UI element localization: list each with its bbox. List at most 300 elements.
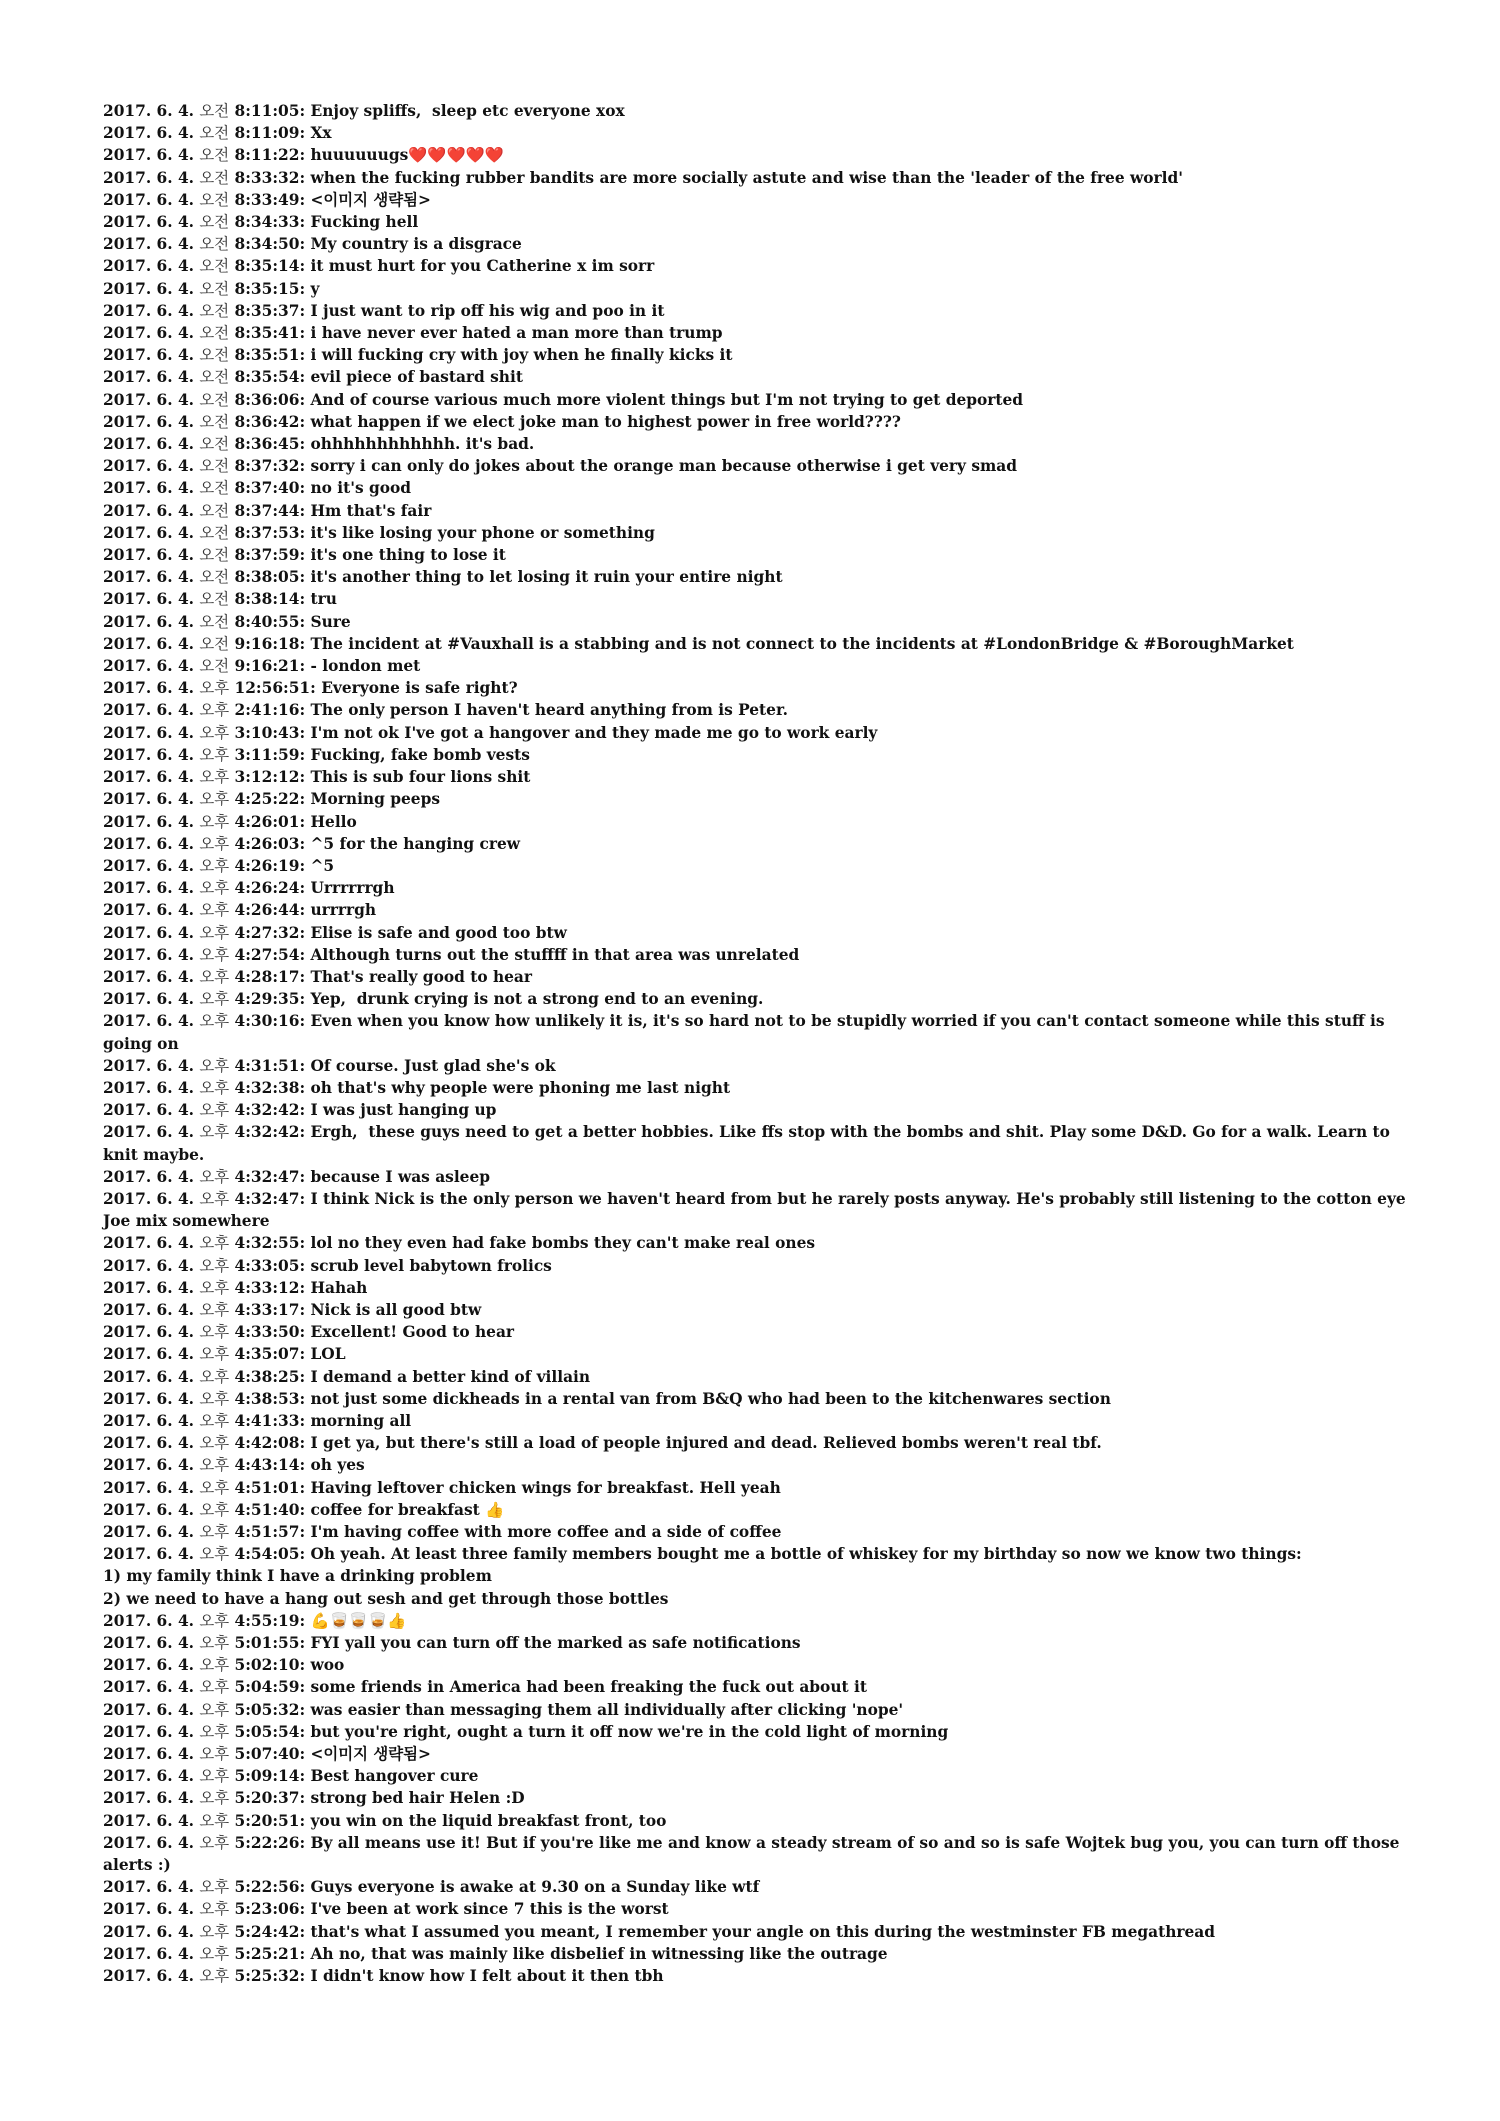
message-text: oh that's why people were phoning me last night [310, 1078, 731, 1097]
message-date: 2017. 6. 4. [103, 1101, 195, 1120]
message-time: 4:32:55 [234, 1234, 300, 1253]
message-time: 8:37:44 [234, 501, 300, 520]
message-text: Everyone is safe right? [321, 679, 518, 698]
message-time: 4:32:42 [234, 1101, 300, 1120]
chat-message: 2017. 6. 4. 오후 5:25:21: Ah no, that was mainly like disbelief in witnessing like the outrage [103, 1944, 888, 1963]
chat-message: 2017. 6. 4. 오후 5:22:26: By all means use it! But if you're like me and know a steady stream of so and so is safe Wojtek bug you, you can turn off those alerts :) [103, 1833, 1405, 1875]
message-text: Elise is safe and good too btw [310, 923, 567, 942]
message-time: 4:25:22 [234, 790, 300, 809]
message-ampm: 오전 [199, 124, 230, 143]
message-date: 2017. 6. 4. [103, 412, 195, 431]
message-time: 3:12:12 [234, 768, 300, 787]
message-ampm: 오전 [199, 457, 230, 476]
message-time: 4:43:14 [234, 1456, 300, 1475]
message-time: 8:38:05 [234, 568, 300, 587]
message-date: 2017. 6. 4. [103, 879, 195, 898]
message-date: 2017. 6. 4. [103, 790, 195, 809]
message-ampm: 오후 [199, 1367, 230, 1386]
chat-message: 2017. 6. 4. 오후 4:43:14: oh yes [103, 1456, 365, 1475]
message-date: 2017. 6. 4. [103, 568, 195, 587]
chat-message: 2017. 6. 4. 오후 4:29:35: Yep, drunk crying is not a strong end to an evening. [103, 990, 764, 1009]
message-text: because I was asleep [310, 1167, 491, 1186]
message-text: I think Nick is the only person we haven't heard from but he rarely posts anyway. He's probably still listening to the cotton eye Joe mix somewhere [103, 1189, 1412, 1231]
message-date: 2017. 6. 4. [103, 768, 195, 787]
message-ampm: 오후 [199, 1345, 230, 1364]
chat-message: 2017. 6. 4. 오후 4:35:07: LOL [103, 1345, 346, 1364]
message-time: 8:34:50 [234, 235, 300, 254]
message-date: 2017. 6. 4. [103, 501, 195, 520]
message-date: 2017. 6. 4. [103, 1700, 195, 1719]
message-ampm: 오전 [199, 634, 230, 653]
message-time: 8:36:45 [234, 435, 300, 454]
chat-message: 2017. 6. 4. 오전 8:37:53: it's like losing your phone or something [103, 523, 655, 542]
chat-message: 2017. 6. 4. 오후 4:32:42: I was just hanging up [103, 1101, 497, 1120]
message-text: Hahah [310, 1278, 368, 1297]
message-ampm: 오전 [199, 346, 230, 365]
chat-message: 2017. 6. 4. 오전 8:36:06: And of course various much more violent things but I'm not trying to get deported [103, 390, 1024, 409]
chat-message: 2017. 6. 4. 오후 4:41:33: morning all [103, 1411, 412, 1430]
message-time: 5:07:40 [234, 1745, 300, 1764]
chat-message: 2017. 6. 4. 오후 5:07:40: <이미지 생략됨> [103, 1745, 431, 1764]
message-ampm: 오후 [199, 1811, 230, 1830]
chat-message: 2017. 6. 4. 오전 8:36:45: ohhhhhhhhhhhh. it's bad. [103, 435, 535, 454]
chat-message: 2017. 6. 4. 오후 4:27:32: Elise is safe and good too btw [103, 923, 567, 942]
message-date: 2017. 6. 4. [103, 1167, 195, 1186]
chat-message: 2017. 6. 4. 오후 4:33:50: Excellent! Good to hear [103, 1323, 515, 1342]
message-text: I get ya, but there's still a load of people injured and dead. Relieved bombs weren't real tbf. [310, 1434, 1102, 1453]
message-time: 5:01:55 [234, 1634, 300, 1653]
chat-message: 2017. 6. 4. 오후 4:26:24: Urrrrrrgh [103, 879, 395, 898]
message-text: That's really good to hear [310, 967, 533, 986]
message-date: 2017. 6. 4. [103, 1545, 195, 1564]
message-ampm: 오전 [199, 257, 230, 276]
message-ampm: 오후 [199, 768, 230, 787]
message-ampm: 오전 [199, 146, 230, 165]
chat-message: 2017. 6. 4. 오전 8:38:14: tru [103, 590, 337, 609]
message-date: 2017. 6. 4. [103, 457, 195, 476]
message-time: 8:11:09 [234, 124, 300, 143]
message-text: This is sub four lions shit [310, 768, 531, 787]
message-time: 4:27:54 [234, 945, 300, 964]
message-date: 2017. 6. 4. [103, 1634, 195, 1653]
message-time: 5:09:14 [234, 1767, 300, 1786]
message-time: 9:16:18 [234, 634, 300, 653]
chat-message: 2017. 6. 4. 오후 5:20:51: you win on the liquid breakfast front, too [103, 1811, 667, 1830]
message-ampm: 오전 [199, 324, 230, 343]
chat-message: 2017. 6. 4. 오전 8:37:32: sorry i can only do jokes about the orange man because otherwise i get very smad [103, 457, 1018, 476]
message-ampm: 오전 [199, 390, 230, 409]
chat-message: 2017. 6. 4. 오후 5:20:37: strong bed hair Helen :D [103, 1789, 525, 1808]
message-time: 4:31:51 [234, 1056, 300, 1075]
message-ampm: 오후 [199, 923, 230, 942]
message-text: lol no they even had fake bombs they can't make real ones [310, 1234, 816, 1253]
message-time: 4:26:03 [234, 834, 300, 853]
message-date: 2017. 6. 4. [103, 723, 195, 742]
message-ampm: 오전 [199, 523, 230, 542]
message-text: no it's good [310, 479, 412, 498]
message-time: 8:40:55 [234, 612, 300, 631]
message-date: 2017. 6. 4. [103, 1323, 195, 1342]
message-date: 2017. 6. 4. [103, 1722, 195, 1741]
chat-message: 2017. 6. 4. 오후 5:04:59: some friends in America had been freaking the fuck out about it [103, 1678, 867, 1697]
message-time: 8:36:42 [234, 412, 300, 431]
message-text: Hm that's fair [310, 501, 432, 520]
chat-message: 2017. 6. 4. 오전 8:35:15: y [103, 279, 320, 298]
chat-message: 2017. 6. 4. 오전 8:35:54: evil piece of bastard shit [103, 368, 523, 387]
message-date: 2017. 6. 4. [103, 1811, 195, 1830]
chat-message: 2017. 6. 4. 오전 8:11:09: Xx [103, 124, 332, 143]
message-date: 2017. 6. 4. [103, 745, 195, 764]
message-date: 2017. 6. 4. [103, 479, 195, 498]
message-ampm: 오후 [199, 1523, 230, 1541]
chat-message: 2017. 6. 4. 오후 4:25:22: Morning peeps [103, 790, 441, 809]
chat-message: 2017. 6. 4. 오전 8:38:05: it's another thing to let losing it ruin your entire night [103, 568, 783, 587]
message-ampm: 오후 [199, 1300, 230, 1319]
message-text: some friends in America had been freaking the fuck out about it [310, 1678, 867, 1697]
message-text: was easier than messaging them all individually after clicking 'nope' [310, 1700, 904, 1719]
chat-message: 2017. 6. 4. 오후 4:51:40: coffee for breakfast 👍 [103, 1500, 505, 1519]
message-time: 4:38:25 [234, 1367, 300, 1386]
message-time: 5:24:42 [234, 1922, 300, 1941]
message-date: 2017. 6. 4. [103, 945, 195, 964]
message-date: 2017. 6. 4. [103, 124, 195, 143]
message-ampm: 오후 [199, 1278, 230, 1297]
message-ampm: 오후 [199, 745, 230, 764]
message-date: 2017. 6. 4. [103, 1789, 195, 1808]
message-ampm: 오전 [199, 612, 230, 631]
message-date: 2017. 6. 4. [103, 1456, 195, 1475]
message-ampm: 오후 [199, 1500, 230, 1519]
message-date: 2017. 6. 4. [103, 1234, 195, 1253]
message-time: 8:35:14 [234, 257, 300, 276]
message-text: Morning peeps [310, 790, 441, 809]
message-text: FYI yall you can turn off the marked as safe notifications [310, 1634, 801, 1653]
message-ampm: 오후 [199, 945, 230, 964]
message-ampm: 오후 [199, 1789, 230, 1808]
message-time: 4:28:17 [234, 967, 300, 986]
message-time: 4:29:35 [234, 990, 300, 1009]
message-date: 2017. 6. 4. [103, 679, 195, 698]
message-date: 2017. 6. 4. [103, 1411, 195, 1430]
message-ampm: 오후 [199, 1745, 230, 1764]
chat-message: 2017. 6. 4. 오전 8:35:14: it must hurt for you Catherine x im sorr [103, 257, 655, 276]
message-date: 2017. 6. 4. [103, 1500, 195, 1519]
message-date: 2017. 6. 4. [103, 1345, 195, 1364]
chat-message: 2017. 6. 4. 오전 8:33:49: <이미지 생략됨> [103, 190, 431, 209]
chat-message: 2017. 6. 4. 오전 8:11:22: huuuuuugs❤️❤️❤️❤️❤️ [103, 146, 505, 165]
chat-message: 2017. 6. 4. 오전 8:34:50: My country is a disgrace [103, 235, 522, 254]
message-text: Sure [310, 612, 351, 631]
message-ampm: 오후 [199, 1123, 230, 1142]
chat-message: 2017. 6. 4. 오후 12:56:51: Everyone is safe right? [103, 679, 518, 698]
message-text: Best hangover cure [310, 1767, 479, 1786]
message-time: 9:16:21 [234, 657, 300, 676]
message-date: 2017. 6. 4. [103, 235, 195, 254]
message-time: 4:32:47 [234, 1167, 300, 1186]
message-text: I'm having coffee with more coffee and a side of coffee [310, 1523, 782, 1541]
message-text: sorry i can only do jokes about the orange man because otherwise i get very smad [310, 457, 1018, 476]
message-date: 2017. 6. 4. [103, 1300, 195, 1319]
message-time: 4:26:44 [234, 901, 300, 920]
message-date: 2017. 6. 4. [103, 1833, 195, 1852]
message-text: Yep, drunk crying is not a strong end to an evening. [310, 990, 764, 1009]
chat-message: 2017. 6. 4. 오전 8:35:41: i have never ever hated a man more than trump [103, 324, 723, 343]
message-ampm: 오후 [199, 679, 230, 698]
message-ampm: 오후 [199, 1078, 230, 1097]
message-text: urrrrgh [310, 901, 377, 920]
message-ampm: 오전 [199, 301, 230, 320]
message-date: 2017. 6. 4. [103, 146, 195, 165]
message-text: The incident at #Vauxhall is a stabbing and is not connect to the incidents at #LondonBridge & #BoroughMarket [310, 634, 1294, 653]
message-date: 2017. 6. 4. [103, 1967, 195, 1986]
chat-message: 2017. 6. 4. 오후 2:41:16: The only person I haven't heard anything from is Peter. [103, 701, 788, 720]
message-text: Although turns out the stuffff in that area was unrelated [310, 945, 800, 964]
message-text: My country is a disgrace [310, 235, 522, 254]
chat-message: 2017. 6. 4. 오전 8:33:32: when the fucking rubber bandits are more socially astute and wise than the 'leader of the free world' [103, 168, 1183, 187]
message-ampm: 오전 [199, 412, 230, 431]
message-text: Oh yeah. At least three family members bought me a bottle of whiskey for my birthday so now we know two things: 1) my family think I have a drinking problem 2) we need to have a hang out sesh and get through those bottles [103, 1545, 1302, 1608]
chat-message: 2017. 6. 4. 오후 4:32:55: lol no they even had fake bombs they can't make real ones [103, 1234, 816, 1253]
message-date: 2017. 6. 4. [103, 1123, 195, 1142]
chat-message: 2017. 6. 4. 오전 8:34:33: Fucking hell [103, 213, 419, 232]
chat-log [103, 100, 1423, 1987]
chat-message: 2017. 6. 4. 오후 4:38:53: not just some dickheads in a rental van from B&Q who had been to the kitchenwares section [103, 1389, 1111, 1408]
chat-message: 2017. 6. 4. 오후 4:51:01: Having leftover chicken wings for breakfast. Hell yeah [103, 1478, 781, 1497]
chat-message: 2017. 6. 4. 오후 4:28:17: That's really good to hear [103, 967, 533, 986]
message-ampm: 오전 [199, 235, 230, 254]
message-date: 2017. 6. 4. [103, 1478, 195, 1497]
message-ampm: 오후 [199, 1256, 230, 1275]
message-ampm: 오후 [199, 1611, 230, 1630]
chat-message: 2017. 6. 4. 오후 5:01:55: FYI yall you can turn off the marked as safe notifications [103, 1634, 801, 1653]
chat-message: 2017. 6. 4. 오후 4:31:51: Of course. Just glad she's ok [103, 1056, 556, 1075]
message-text: oh yes [310, 1456, 365, 1475]
message-text: Xx [310, 124, 332, 143]
chat-message: 2017. 6. 4. 오후 5:02:10: woo [103, 1656, 345, 1675]
chat-message: 2017. 6. 4. 오전 8:37:44: Hm that's fair [103, 501, 432, 520]
message-time: 4:33:05 [234, 1256, 300, 1275]
chat-message: 2017. 6. 4. 오후 3:12:12: This is sub four lions shit [103, 768, 531, 787]
message-date: 2017. 6. 4. [103, 1611, 195, 1630]
message-date: 2017. 6. 4. [103, 1012, 195, 1031]
message-text: Enjoy spliffs, sleep etc everyone xox [310, 102, 625, 120]
message-ampm: 오후 [199, 1922, 230, 1941]
message-text: Ergh, these guys need to get a better hobbies. Like ffs stop with the bombs and shit. Play some D&D. Go for a walk. Learn to knit maybe. [103, 1123, 1396, 1164]
message-text: evil piece of bastard shit [310, 368, 523, 387]
message-text: I'm not ok I've got a hangover and they made me go to work early [310, 723, 878, 742]
message-text: And of course various much more violent things but I'm not trying to get deported [310, 390, 1024, 409]
message-time: 4:38:53 [234, 1389, 300, 1408]
message-time: 4:27:32 [234, 923, 300, 942]
chat-message: 2017. 6. 4. 오후 4:26:03: ^5 for the hanging crew [103, 834, 521, 853]
message-time: 8:35:37 [234, 301, 300, 320]
message-ampm: 오후 [199, 790, 230, 809]
message-text: scrub level babytown frolics [310, 1256, 552, 1275]
message-time: 4:35:07 [234, 1345, 300, 1364]
message-date: 2017. 6. 4. [103, 701, 195, 720]
chat-message: 2017. 6. 4. 오전 8:37:59: it's one thing to lose it [103, 546, 506, 565]
message-text: Fucking, fake bomb vests [310, 745, 530, 764]
message-date: 2017. 6. 4. [103, 1367, 195, 1386]
message-date: 2017. 6. 4. [103, 901, 195, 920]
message-date: 2017. 6. 4. [103, 1678, 195, 1697]
message-ampm: 오후 [199, 1767, 230, 1786]
message-time: 8:35:54 [234, 368, 300, 387]
message-date: 2017. 6. 4. [103, 279, 195, 298]
message-ampm: 오후 [199, 1323, 230, 1342]
message-ampm: 오후 [199, 834, 230, 853]
message-time: 8:33:49 [234, 190, 300, 209]
message-text: Nick is all good btw [310, 1300, 482, 1319]
message-ampm: 오후 [199, 1389, 230, 1408]
message-text: <이미지 생략됨> [310, 1745, 431, 1764]
message-text: Hello [310, 812, 357, 831]
message-text: Ah no, that was mainly like disbelief in witnessing like the outrage [310, 1944, 888, 1963]
message-date: 2017. 6. 4. [103, 257, 195, 276]
message-ampm: 오후 [199, 879, 230, 898]
message-ampm: 오후 [199, 1634, 230, 1653]
message-text: ohhhhhhhhhhhh. it's bad. [310, 435, 535, 454]
message-date: 2017. 6. 4. [103, 1523, 195, 1541]
message-text: - london met [310, 657, 421, 676]
message-text: morning all [310, 1411, 412, 1430]
message-ampm: 오후 [199, 1722, 230, 1741]
message-date: 2017. 6. 4. [103, 435, 195, 454]
message-ampm: 오후 [199, 1167, 230, 1186]
message-ampm: 오후 [199, 901, 230, 920]
message-ampm: 오후 [199, 1012, 230, 1031]
message-text: huuuuuugs❤️❤️❤️❤️❤️ [310, 146, 505, 165]
message-text: i have never ever hated a man more than trump [310, 324, 723, 343]
chat-message: 2017. 6. 4. 오후 4:27:54: Although turns out the stuffff in that area was unrelated [103, 945, 800, 964]
chat-message: 2017. 6. 4. 오후 5:05:54: but you're right, ought a turn it off now we're in the cold light of morning [103, 1722, 949, 1741]
message-time: 4:33:17 [234, 1300, 300, 1319]
message-time: 8:11:05 [234, 102, 300, 120]
message-ampm: 오전 [199, 479, 230, 498]
message-ampm: 오후 [199, 967, 230, 986]
message-date: 2017. 6. 4. [103, 1078, 195, 1097]
message-text: what happen if we elect joke man to highest power in free world???? [310, 412, 901, 431]
message-time: 5:04:59 [234, 1678, 300, 1697]
message-ampm: 오후 [199, 1234, 230, 1253]
message-date: 2017. 6. 4. [103, 990, 195, 1009]
message-ampm: 오전 [199, 546, 230, 565]
chat-message: 2017. 6. 4. 오후 4:33:17: Nick is all good btw [103, 1300, 482, 1319]
message-text: <이미지 생략됨> [310, 190, 431, 209]
message-date: 2017. 6. 4. [103, 301, 195, 320]
message-ampm: 오전 [199, 368, 230, 387]
chat-message: 2017. 6. 4. 오전 8:36:42: what happen if we elect joke man to highest power in free world???? [103, 412, 901, 431]
message-time: 8:35:51 [234, 346, 300, 365]
message-date: 2017. 6. 4. [103, 1389, 195, 1408]
chat-message: 2017. 6. 4. 오후 4:32:38: oh that's why people were phoning me last night [103, 1078, 731, 1097]
message-time: 4:30:16 [234, 1012, 300, 1031]
chat-message: 2017. 6. 4. 오후 4:26:01: Hello [103, 812, 357, 831]
chat-message: 2017. 6. 4. 오전 8:35:37: I just want to rip off his wig and poo in it [103, 301, 665, 320]
message-ampm: 오후 [199, 1189, 230, 1208]
message-time: 4:51:40 [234, 1500, 300, 1519]
message-date: 2017. 6. 4. [103, 168, 195, 187]
message-time: 4:33:50 [234, 1323, 300, 1342]
chat-message: 2017. 6. 4. 오후 3:10:43: I'm not ok I've got a hangover and they made me go to work early [103, 723, 878, 742]
message-ampm: 오후 [199, 1967, 230, 1986]
message-text: I demand a better kind of villain [310, 1367, 591, 1386]
chat-message: 2017. 6. 4. 오후 4:33:12: Hahah [103, 1278, 368, 1297]
chat-message: 2017. 6. 4. 오후 4:55:19: 💪🥃🥃🥃👍 [103, 1611, 407, 1630]
message-text: it's another thing to let losing it ruin your entire night [310, 568, 783, 587]
message-ampm: 오전 [199, 501, 230, 520]
message-date: 2017. 6. 4. [103, 1656, 195, 1675]
message-text: ^5 for the hanging crew [310, 834, 521, 853]
message-date: 2017. 6. 4. [103, 1767, 195, 1786]
message-text: Fucking hell [310, 213, 419, 232]
message-time: 5:25:21 [234, 1944, 300, 1963]
message-time: 4:26:01 [234, 812, 300, 831]
message-ampm: 오후 [199, 856, 230, 875]
message-time: 5:05:54 [234, 1722, 300, 1741]
message-time: 5:05:32 [234, 1700, 300, 1719]
message-time: 4:41:33 [234, 1411, 300, 1430]
message-date: 2017. 6. 4. [103, 1278, 195, 1297]
message-date: 2017. 6. 4. [103, 923, 195, 942]
chat-message: 2017. 6. 4. 오후 4:32:47: because I was asleep [103, 1167, 491, 1186]
chat-message: 2017. 6. 4. 오후 4:30:16: Even when you know how unlikely it is, it's so hard not to be stupidly worried if you can't contact someone while this stuff is going on [103, 1012, 1390, 1053]
message-text: Urrrrrrgh [310, 879, 395, 898]
message-text: you win on the liquid breakfast front, too [310, 1811, 667, 1830]
chat-message: 2017. 6. 4. 오후 4:26:44: urrrrgh [103, 901, 377, 920]
message-time: 8:37:53 [234, 523, 300, 542]
message-ampm: 오전 [199, 568, 230, 587]
chat-message: 2017. 6. 4. 오후 5:24:42: that's what I assumed you meant, I remember your angle on this during the westminster FB megathread [103, 1922, 1216, 1941]
message-time: 4:54:05 [234, 1545, 300, 1564]
message-date: 2017. 6. 4. [103, 967, 195, 986]
message-date: 2017. 6. 4. [103, 1745, 195, 1764]
message-ampm: 오후 [199, 1833, 230, 1852]
chat-message: 2017. 6. 4. 오후 5:25:32: I didn't know how I felt about it then tbh [103, 1967, 664, 1986]
message-time: 8:37:59 [234, 546, 300, 565]
message-text: Having leftover chicken wings for breakfast. Hell yeah [310, 1478, 781, 1497]
message-date: 2017. 6. 4. [103, 102, 195, 120]
message-text: ^5 [310, 856, 335, 875]
message-date: 2017. 6. 4. [103, 213, 195, 232]
message-text: tru [310, 590, 337, 609]
message-ampm: 오후 [199, 1900, 230, 1919]
message-text: I was just hanging up [310, 1101, 497, 1120]
chat-message: 2017. 6. 4. 오후 5:05:32: was easier than messaging them all individually after clicking 'nope' [103, 1700, 904, 1719]
message-text: I didn't know how I felt about it then tbh [310, 1967, 664, 1986]
message-text: LOL [310, 1345, 346, 1364]
message-date: 2017. 6. 4. [103, 1944, 195, 1963]
message-ampm: 오후 [199, 1545, 230, 1564]
message-time: 5:25:32 [234, 1967, 300, 1986]
chat-message: 2017. 6. 4. 오후 3:11:59: Fucking, fake bomb vests [103, 745, 530, 764]
message-text: y [310, 279, 320, 298]
message-time: 3:10:43 [234, 723, 300, 742]
message-date: 2017. 6. 4. [103, 523, 195, 542]
message-ampm: 오후 [199, 1700, 230, 1719]
message-time: 12:56:51 [234, 679, 311, 698]
message-ampm: 오전 [199, 102, 230, 120]
chat-message: 2017. 6. 4. 오후 4:33:05: scrub level babytown frolics [103, 1256, 552, 1275]
message-date: 2017. 6. 4. [103, 190, 195, 209]
message-date: 2017. 6. 4. [103, 856, 195, 875]
message-time: 8:37:40 [234, 479, 300, 498]
message-time: 4:26:19 [234, 856, 300, 875]
message-time: 8:36:06 [234, 390, 300, 409]
message-ampm: 오후 [199, 1101, 230, 1120]
message-ampm: 오전 [199, 213, 230, 232]
chat-message: 2017. 6. 4. 오후 5:09:14: Best hangover cure [103, 1767, 479, 1786]
